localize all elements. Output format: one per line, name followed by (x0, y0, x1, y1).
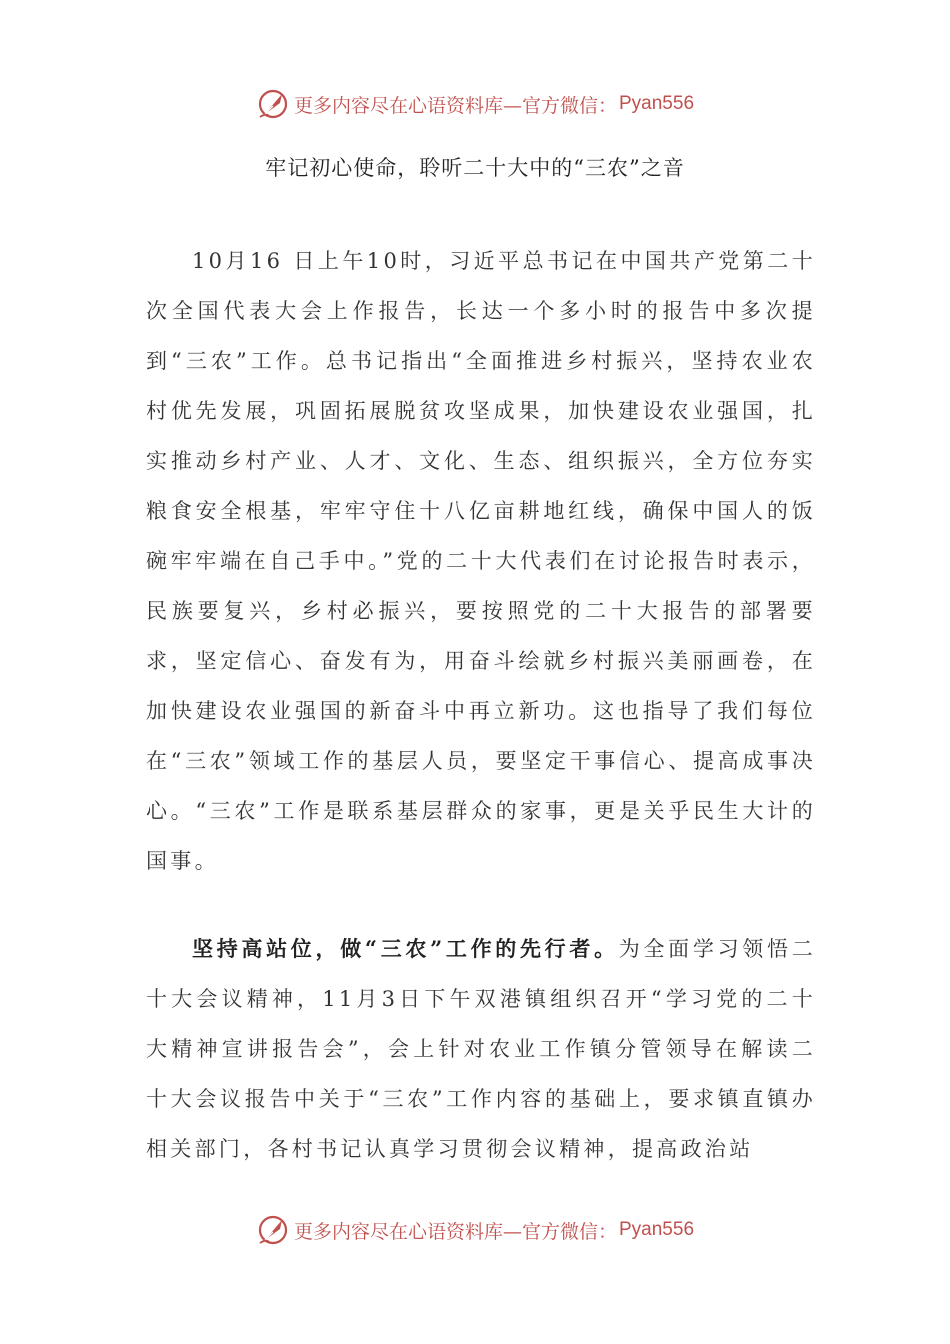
document-title: 牢记初心使命，聆听二十大中的“三农”之音 (265, 156, 685, 180)
quill-pen-logo-icon (256, 87, 290, 121)
header-banner (0, 84, 950, 124)
banner-wechat-id: Pyan556 (619, 1219, 695, 1240)
paragraph-1: 10月16 日上午10时，习近平总书记在中国共产党第二十次全国代表大会上作报告，长达一个多小时的报告中多次提到“三农”工作。总书记指出“全面推进乡村振兴，坚持农业农村优先发展，巩固拓展脱贫攻坚成果，加快建设农业强国，扎实推动乡村产业、人才、文化、生态、组织振兴，全方位夯实粮食安全根基，牢牢守住十八亿亩耕地红线，确保中国人的饭碗牢牢端在自己手中。”党的二十大代表们在讨论报告时表示，民族要复兴，乡村必振兴，要按照党的二十大报告的部署要求，坚定信心、奋发有为，用奋斗绘就乡村振兴美丽画卷，在加快建设农业强国的新奋斗中再立新功。这也指导了我们每位在“三农”领域工作的基层人员，要坚定干事信心、提高成事决心。“三农”工作是联系基层群众的家事，更是关乎民生大计的国事。 (146, 249, 816, 873)
quill-pen-logo-icon (256, 1213, 290, 1247)
banner-text: 更多内容尽在心语资料库—官方微信： (293, 94, 617, 117)
paragraph-2-lead: 坚持高站位，做“三农”工作的先行者。 (192, 936, 619, 961)
banner-wechat-id: Pyan556 (619, 93, 695, 114)
paragraph-2 (146, 924, 816, 1174)
footer-banner (0, 1210, 950, 1250)
paragraph-2-body: 为全面学习领悟二十大会议精神，11月3日下午双港镇组织召开“学习党的二十大精神宣讲报告会”，会上针对农业工作镇分管领导在解读二十大会议报告中关于“三农”工作内容的基础上，要求镇直镇办相关部门，各村书记认真学习贯彻会议精神，提高政治站 (146, 937, 816, 1161)
banner-text: 更多内容尽在心语资料库—官方微信： (293, 1220, 617, 1243)
